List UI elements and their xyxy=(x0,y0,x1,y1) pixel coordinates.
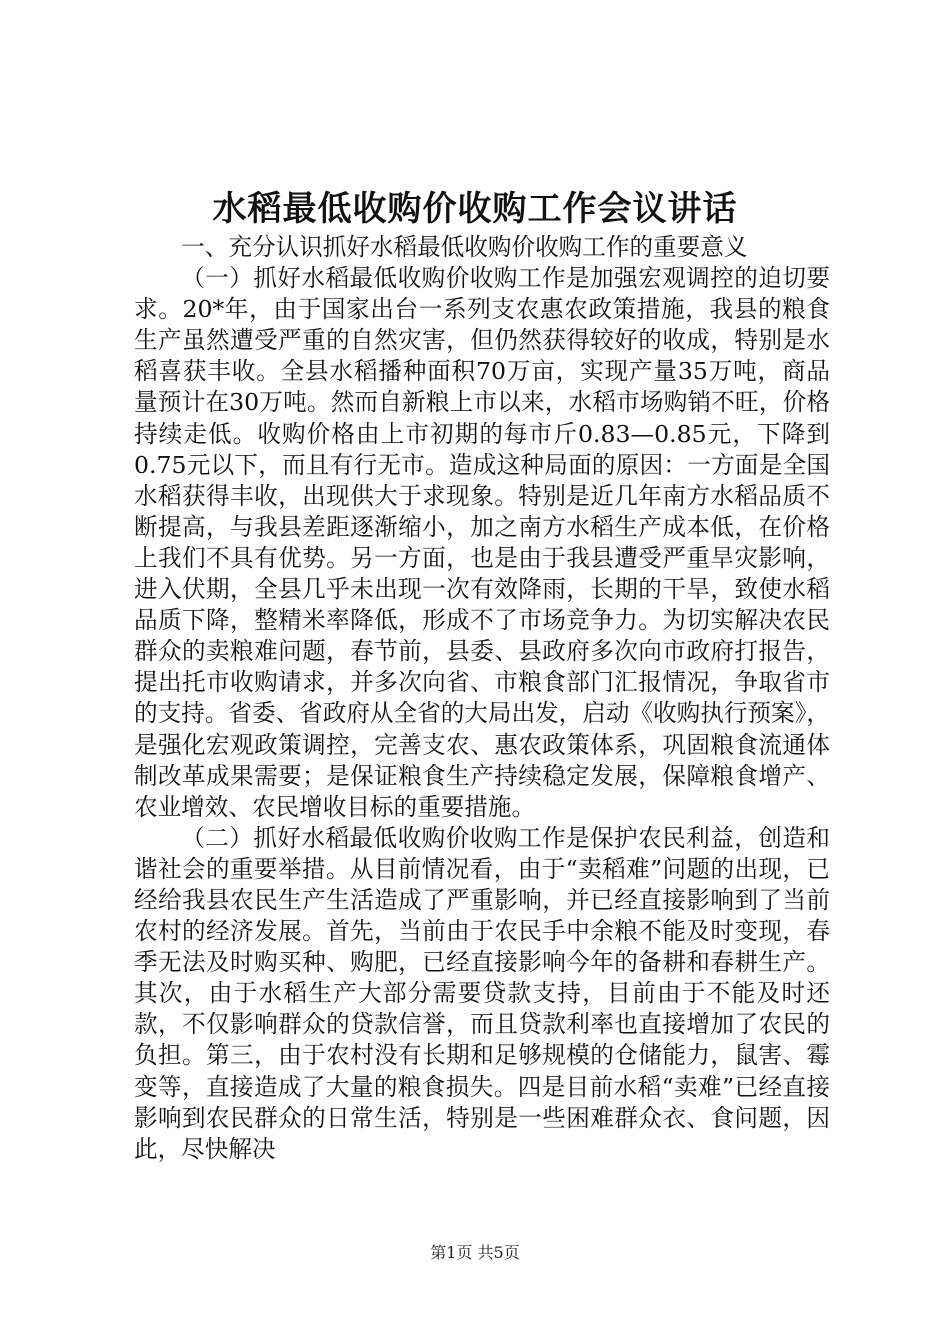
page-title: 水稻最低收购价收购工作会议讲话 xyxy=(212,189,738,229)
page-number: 第1页 共5页 xyxy=(430,1243,520,1262)
body-paragraph: （一）抓好水稻最低收购价收购工作是加强宏观调控的迫切要求。20*年，由于国家出台一系列支农惠农政策措施，我县的粮食生产虽然遭受严重的自然灾害，但仍然获得较好的收成，特别是水稻喜获丰收。全县水稻播种面积70万亩，实现产量35万吨，商品量预计在30万吨。然而自新粮上市以来，水稻市场购销不旺，价格持续走低。收购价格由上市初期的每市斤0.83—0.85元，下降到0.75元以下，而且有行无市。造成这种局面的原因：一方面是全国水稻获得丰收，出现供大于求现象。特别是近几年南方水稻品质不断提高，与我县差距逐渐缩小，加之南方水稻生产成本低，在价格上我们不具有优势。另一方面，也是由于我县遭受严重旱灾影响，进入伏期，全县几乎未出现一次有效降雨，长期的干旱，致使水稻品质下降，整精米率降低，形成不了市场竞争力。为切实解决农民群众的卖粮难问题，春节前，县委、县政府多次向市政府打报告，提出托市收购请求，并多次向省、市粮食部门汇报情况，争取省市的支持。省委、省政府从全省的大局出发，启动《收购执行预案》，是强化宏观政策调控，完善支农、惠农政策体系，巩固粮食流通体制改革成果需要；是保证粮食生产持续稳定发展，保障粮食增产、农业增效、农民增收目标的重要措施。 xyxy=(134,264,831,821)
body-paragraph: （二）抓好水稻最低收购价收购工作是保护农民利益，创造和谐社会的重要举措。从目前情况看，由于“卖稻难”问题的出现，已经给我县农民生产生活造成了严重影响，并已经直接影响到了当前农村的经济发展。首先，当前由于农民手中余粮不能及时变现，春季无法及时购买种、购肥，已经直接影响今年的备耕和春耕生产。其次，由于水稻生产大部分需要贷款支持，目前由于不能及时还款，不仅影响群众的贷款信誉，而且贷款利率也直接增加了农民的负担。第三，由于农村没有长期和足够规模的仓储能力，鼠害、霉变等，直接造成了大量的粮食损失。四是目前水稻“卖难”已经直接影响到农民群众的日常生活，特别是一些困难群众衣、食问题，因此，尽快解决 xyxy=(134,823,830,1163)
document-body xyxy=(134,232,830,1165)
section-heading: 一、充分认识抓好水稻最低收购价收购工作的重要意义 xyxy=(181,233,748,261)
